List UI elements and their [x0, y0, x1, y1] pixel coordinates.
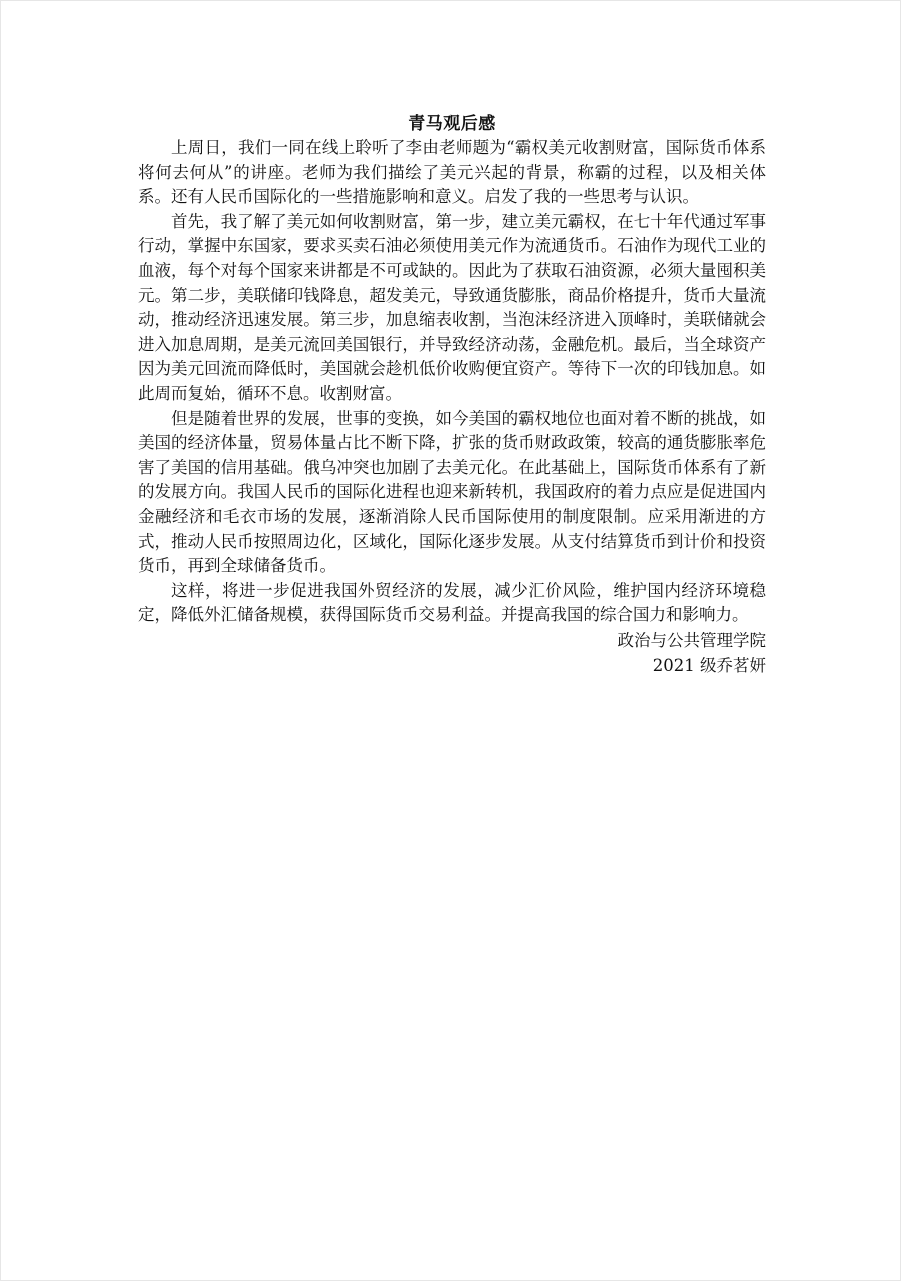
- signature-block: [138, 628, 766, 678]
- signature-author: 2021 级乔茗妍: [652, 655, 766, 675]
- document-title: 青马观后感: [408, 114, 496, 134]
- document-body: [138, 112, 766, 678]
- paragraph-intro: 上周日，我们一同在线上聆听了李由老师题为“霸权美元收割财富，国际货币体系将何去何从”的讲座。老师为我们描绘了美元兴起的背景，称霸的过程，以及相关体系。还有人民币国际化的一些措施影响和意义。启发了我的一些思考与认识。: [138, 138, 766, 207]
- paragraph-challenges: 但是随着世界的发展，世事的变换，如今美国的霸权地位也面对着不断的挑战，如美国的经济体量，贸易体量占比不断下降，扩张的货币财政政策，较高的通货膨胀率危害了美国的信用基础。俄乌冲突也加剧了去美元化。在此基础上，国际货币体系有了新的发展方向。我国人民币的国际化进程也迎来新转机，我国政府的着力点应是促进国内金融经济和毛衣市场的发展，逐渐消除人民币国际使用的制度限制。应采用渐进的方式，推动人民币按照周边化，区域化，国际化逐步发展。从支付结算货币到计价和投资货币，再到全球储备货币。: [138, 408, 766, 576]
- paragraph-conclusion: 这样，将进一步促进我国外贸经济的发展，减少汇价风险，维护国内经济环境稳定，降低外汇储备规模，获得国际货币交易利益。并提高我国的综合国力和影响力。: [138, 580, 766, 625]
- paragraph-harvest-steps: 首先，我了解了美元如何收割财富，第一步，建立美元霸权，在七十年代通过军事行动，掌握中东国家，要求买卖石油必须使用美元作为流通货币。石油作为现代工业的血液，每个对每个国家来讲都是不可或缺的。因此为了获取石油资源，必须大量囤积美元。第二步，美联储印钱降息，超发美元，导致通货膨胀，商品价格提升，货币大量流动，推动经济迅速发展。第三步，加息缩表收割，当泡沫经济进入顶峰时，美联储就会进入加息周期，是美元流回美国银行，并导致经济动荡，金融危机。最后，当全球资产因为美元回流而降低时，美国就会趁机低价收购便宜资产。等待下一次的印钱加息。如此周而复始，循环不息。收割财富。: [138, 211, 766, 403]
- signature-school: 政治与公共管理学院: [617, 630, 766, 650]
